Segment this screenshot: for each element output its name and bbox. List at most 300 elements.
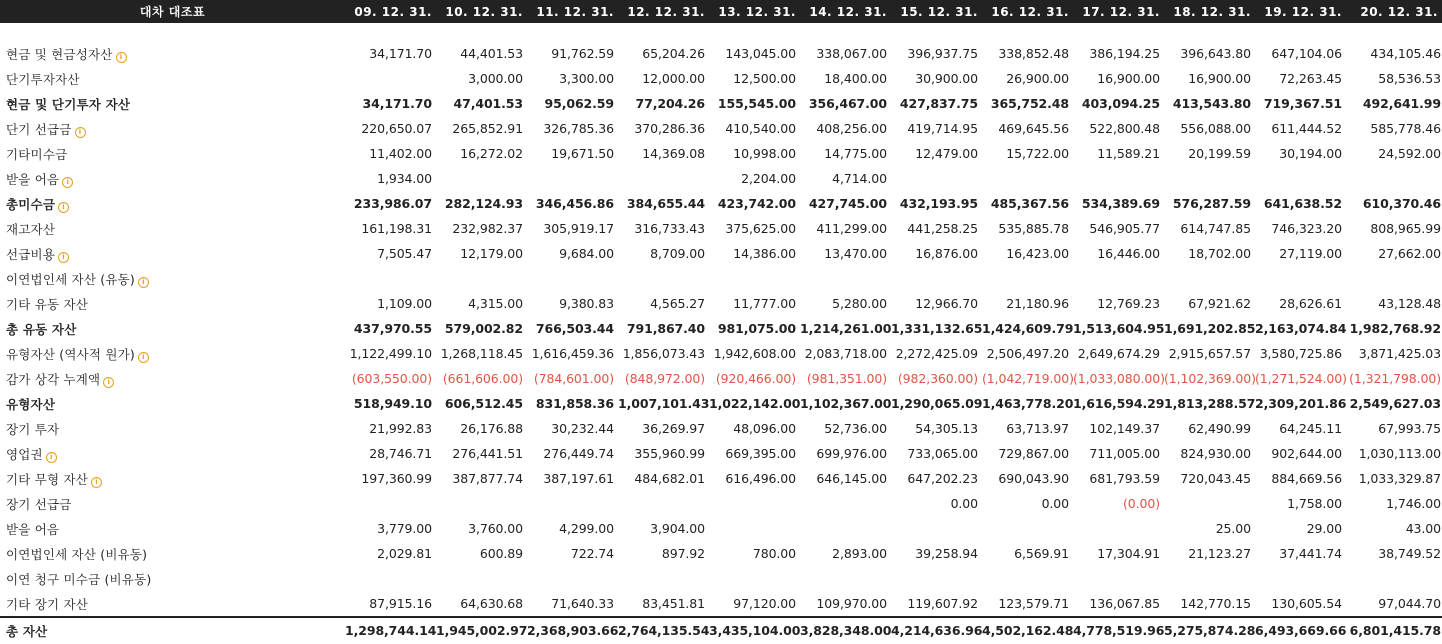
value-cell: 1,813,288.57 [1164,396,1256,411]
year-header: 11. 12. 31. [527,0,618,23]
value-cell [618,491,709,516]
row-label-cell [0,491,345,516]
value-cell: (1,102,369.00) [1164,371,1256,386]
value-cell: 43.00 [1405,521,1441,536]
value-cell: 437,970.55 [353,321,432,336]
row-label-cell [0,166,345,191]
value-cell [709,491,800,516]
year-header: 18. 12. 31. [1164,0,1255,23]
value-cell: 16,876.00 [915,246,978,261]
value-cell: 485,367.56 [990,196,1069,211]
table-row [0,66,1442,91]
value-cell: 338,852.48 [998,46,1069,61]
value-cell [800,266,891,291]
year-header: 14. 12. 31. [800,0,891,23]
table-row [0,316,1442,341]
value-cell: (661,606.00) [442,371,523,386]
value-cell: 143,045.00 [725,46,796,61]
value-cell: 316,733.43 [634,221,705,236]
value-cell [527,266,618,291]
info-icon[interactable]: i [58,202,69,213]
value-cell: 67,921.62 [1188,296,1251,311]
value-cell: 12,769.23 [1097,296,1160,311]
value-cell: 12,179.00 [460,246,523,261]
value-cell: 384,655.44 [626,196,705,211]
row-label-cell [0,41,345,66]
value-cell [1255,266,1346,291]
value-cell: 699,976.00 [816,446,887,461]
value-cell: 63,713.97 [1006,421,1069,436]
value-cell: 18,702.00 [1188,246,1251,261]
info-icon[interactable]: i [75,127,86,138]
value-cell: 14,386.00 [733,246,796,261]
value-cell: (603,550.00) [351,371,432,386]
value-cell: 12,479.00 [915,146,978,161]
row-label: 기타 무형 자산 [6,471,88,487]
value-cell: 365,752.48 [990,96,1069,111]
value-cell: 220,650.07 [361,121,432,136]
value-cell: 30,900.00 [915,71,978,86]
value-cell: 29.00 [1306,521,1342,536]
value-cell: 34,171.70 [362,96,432,111]
value-cell: 30,232.44 [551,421,614,436]
value-cell: 6,801,415.78 [1346,617,1442,643]
value-cell [1164,566,1255,591]
row-label: 현금 및 현금성자산 [6,46,113,62]
table-row [0,166,1442,191]
value-cell: 119,607.92 [907,596,978,611]
table-row [0,416,1442,441]
value-cell: 161,198.31 [361,221,432,236]
value-cell: 1,463,778.20 [982,396,1074,411]
value-cell: 556,088.00 [1180,121,1251,136]
value-cell: 12,500.00 [733,71,796,86]
value-cell: 11,402.00 [369,146,432,161]
value-cell: 522,800.48 [1089,121,1160,136]
value-cell: 3,000.00 [468,71,523,86]
table-row [0,391,1442,416]
value-cell: 1,942,608.00 [713,346,796,361]
value-cell: (1,033,080.00) [1073,371,1165,386]
value-cell: 16,272.02 [460,146,523,161]
row-label-cell [0,341,345,366]
value-cell: 97,120.00 [733,596,796,611]
info-icon[interactable]: i [46,452,57,463]
value-cell [1164,166,1255,191]
value-cell: 233,986.07 [353,196,432,211]
value-cell: 534,389.69 [1081,196,1160,211]
value-cell: 733,065.00 [907,446,978,461]
value-cell [436,266,527,291]
value-cell: 434,105.46 [1370,46,1441,61]
table-row [0,241,1442,266]
value-cell: 884,669.56 [1271,471,1342,486]
value-cell: 1,856,073.43 [622,346,705,361]
value-cell: 3,871,425.03 [1358,346,1441,361]
value-cell: 3,760.00 [468,521,523,536]
value-cell [1073,566,1164,591]
value-cell: (0.00) [1123,496,1160,511]
row-label: 단기투자자산 [6,71,80,87]
value-cell: 4,214,636.96 [891,617,982,643]
value-cell: 197,360.99 [361,471,432,486]
value-cell: 38,749.52 [1378,546,1441,561]
table-row [0,466,1442,491]
info-icon[interactable]: i [116,52,127,63]
year-header: 15. 12. 31. [891,0,982,23]
value-cell: 2,506,497.20 [986,346,1069,361]
value-cell: 1,513,604.95 [1073,321,1165,336]
value-cell: 123,579.71 [998,596,1069,611]
value-cell: 1,616,459.36 [531,346,614,361]
row-label: 이연법인세 자산 (비유동) [6,546,148,562]
table-row [0,191,1442,216]
value-cell: 356,467.00 [808,96,887,111]
value-cell [709,516,800,541]
value-cell: 21,992.83 [369,421,432,436]
value-cell: 824,930.00 [1180,446,1251,461]
value-cell [891,516,982,541]
year-header: 12. 12. 31. [618,0,709,23]
value-cell: 44,401.53 [460,46,523,61]
value-cell [891,166,982,191]
value-cell [436,166,527,191]
value-cell [618,166,709,191]
value-cell [1073,266,1164,291]
value-cell: 410,540.00 [725,121,796,136]
value-cell: 641,638.52 [1263,196,1342,211]
value-cell: 1,033,329.87 [1358,471,1441,486]
value-cell: 1,945,002.97 [436,617,527,643]
value-cell: 4,714.00 [832,171,887,186]
row-label: 총미수금 [6,196,56,212]
value-cell: 65,204.26 [642,46,705,61]
value-cell [982,166,1073,191]
value-cell: 7,505.47 [377,246,432,261]
value-cell: 20,199.59 [1188,146,1251,161]
value-cell: 18,400.00 [824,71,887,86]
value-cell: 387,877.74 [452,471,523,486]
value-cell: 3,435,104.00 [709,617,800,643]
row-label-cell [0,66,345,91]
table-row [0,91,1442,116]
row-label: 유형자산 (역사적 원가) [6,346,135,362]
value-cell: 27,119.00 [1279,246,1342,261]
value-cell: 21,123.27 [1188,546,1251,561]
value-cell: 2,029.81 [377,546,432,561]
value-cell: 897.92 [661,546,705,561]
row-label-cell [0,116,345,141]
value-cell: 232,982.37 [452,221,523,236]
value-cell [527,166,618,191]
value-cell: 831,858.36 [535,396,614,411]
value-cell [800,491,891,516]
value-cell: 91,762.59 [551,46,614,61]
value-cell: 600.89 [479,546,523,561]
value-cell [1164,491,1255,516]
value-cell: 647,202.23 [907,471,978,486]
value-cell: 579,002.82 [444,321,523,336]
value-cell: 1,007,101.43 [618,396,710,411]
row-label: 이연 청구 미수금 (비유동) [6,571,152,587]
spacer-cell [0,23,1442,41]
value-cell [1346,166,1442,191]
value-cell: 386,194.25 [1089,46,1160,61]
row-label: 영업권 [6,446,43,462]
value-cell: 1,331,132.65 [891,321,983,336]
row-label-cell [0,91,345,116]
row-label-cell [0,316,345,341]
value-cell: 1,758.00 [1287,496,1342,511]
value-cell [1255,166,1346,191]
value-cell: 408,256.00 [816,121,887,136]
table-row [0,216,1442,241]
value-cell: 24,592.00 [1378,146,1441,161]
value-cell: 720,043.45 [1180,471,1251,486]
value-cell: 2,368,903.66 [527,617,618,643]
value-cell [1255,566,1346,591]
value-cell: 130,605.54 [1271,596,1342,611]
value-cell: 1,982,768.92 [1349,321,1441,336]
value-cell: 3,300.00 [559,71,614,86]
value-cell: 432,193.95 [899,196,978,211]
value-cell: 1,022,142.00 [709,396,801,411]
value-cell: 17,304.91 [1097,546,1160,561]
value-cell: 387,197.61 [543,471,614,486]
value-cell: 43,128.48 [1378,296,1441,311]
value-cell [345,266,436,291]
value-cell: 4,299.00 [559,521,614,536]
value-cell: 413,543.80 [1172,96,1251,111]
info-icon[interactable]: i [58,252,69,263]
value-cell: 5,280.00 [832,296,887,311]
value-cell: 0.00 [1041,496,1069,511]
value-cell: (784,601.00) [533,371,614,386]
value-cell: 16,900.00 [1188,71,1251,86]
value-cell: 12,000.00 [642,71,705,86]
value-cell: (981,351.00) [806,371,887,386]
value-cell: 4,778,519.96 [1073,617,1164,643]
value-cell: 647,104.06 [1271,46,1342,61]
table-row [0,441,1442,466]
info-icon[interactable]: i [62,177,73,188]
year-header: 19. 12. 31. [1255,0,1346,23]
row-label-cell [0,191,345,216]
value-cell: 1,746.00 [1386,496,1441,511]
value-cell: 282,124.93 [444,196,523,211]
value-cell: 11,589.21 [1097,146,1160,161]
table-row [0,116,1442,141]
row-label-cell [0,391,345,416]
value-cell: 109,970.00 [816,596,887,611]
value-cell [527,491,618,516]
value-cell: 21,180.96 [1006,296,1069,311]
row-label: 장기 선급금 [6,496,72,512]
year-header: 13. 12. 31. [709,0,800,23]
row-label-cell [0,216,345,241]
value-cell: 1,298,744.14 [345,617,436,643]
value-cell: 6,493,669.66 [1255,617,1346,643]
value-cell [1073,516,1164,541]
value-cell: 3,828,348.00 [800,617,891,643]
value-cell: 610,370.46 [1362,196,1441,211]
value-cell: 5,275,874.28 [1164,617,1255,643]
info-icon[interactable]: i [138,352,149,363]
value-cell: 34,171.70 [369,46,432,61]
value-cell: 27,662.00 [1378,246,1441,261]
table-row [0,366,1442,391]
value-cell: 39,258.94 [915,546,978,561]
value-cell: 808,965.99 [1370,221,1441,236]
table-row [0,541,1442,566]
value-cell: 1,109.00 [377,296,432,311]
value-cell: 64,245.11 [1279,421,1342,436]
value-cell: 13,470.00 [824,246,887,261]
info-icon[interactable]: i [91,477,102,488]
value-cell: 62,490.99 [1188,421,1251,436]
year-header: 09. 12. 31. [345,0,436,23]
value-cell: 87,915.16 [369,596,432,611]
value-cell: (1,042,719.00) [982,371,1074,386]
value-cell: 3,779.00 [377,521,432,536]
row-label: 받을 어음 [6,521,60,537]
value-cell: 1,122,499.10 [349,346,432,361]
value-cell [800,516,891,541]
value-cell: 28,746.71 [369,446,432,461]
value-cell: 4,315.00 [468,296,523,311]
row-label: 총 자산 [6,623,48,639]
value-cell: 375,625.00 [725,221,796,236]
value-cell [618,566,709,591]
value-cell: 25.00 [1215,521,1251,536]
value-cell: 2,272,425.09 [895,346,978,361]
row-label-cell [0,516,345,541]
value-cell: 3,580,725.86 [1259,346,1342,361]
row-label-cell [0,141,345,166]
row-label: 감가 상각 누계액 [6,371,101,387]
value-cell [1164,266,1255,291]
value-cell: 71,640.33 [551,596,614,611]
value-cell: 26,176.88 [460,421,523,436]
value-cell: 97,044.70 [1378,596,1441,611]
value-cell: 1,030,113.00 [1358,446,1441,461]
table-header [0,0,1442,23]
value-cell: 37,441.74 [1279,546,1342,561]
value-cell [1346,566,1442,591]
value-cell: 1,691,202.85 [1164,321,1256,336]
row-label: 받을 어음 [6,171,60,187]
value-cell: 2,163,074.84 [1255,321,1347,336]
value-cell: 15,722.00 [1006,146,1069,161]
value-cell [527,566,618,591]
table-row [0,341,1442,366]
value-cell: 614,747.85 [1180,221,1251,236]
value-cell: 64,630.68 [460,596,523,611]
value-cell: (982,360.00) [897,371,978,386]
value-cell: 276,441.51 [452,446,523,461]
value-cell: 9,380.83 [559,296,614,311]
value-cell [345,491,436,516]
value-cell: 791,867.40 [626,321,705,336]
value-cell: 16,423.00 [1006,246,1069,261]
value-cell: 719,367.51 [1263,96,1342,111]
value-cell [345,66,436,91]
value-cell [1073,166,1164,191]
value-cell: 3,904.00 [650,521,705,536]
value-cell: 729,867.00 [998,446,1069,461]
table-row [0,591,1442,617]
value-cell [891,266,982,291]
row-label-cell [0,441,345,466]
table-row [0,41,1442,66]
table-row [0,491,1442,516]
value-cell: 14,775.00 [824,146,887,161]
row-label: 단기 선급금 [6,121,72,137]
value-cell: 30,194.00 [1279,146,1342,161]
value-cell: 355,960.99 [634,446,705,461]
info-icon[interactable]: i [138,277,149,288]
row-label: 재고자산 [6,221,56,237]
value-cell: 12,966.70 [915,296,978,311]
value-cell: (848,972.00) [624,371,705,386]
table-row [0,291,1442,316]
value-cell: 981,075.00 [717,321,796,336]
value-cell: (1,271,524.00) [1255,371,1347,386]
value-cell: 155,545.00 [717,96,796,111]
value-cell: 616,496.00 [725,471,796,486]
value-cell [982,566,1073,591]
value-cell: 469,645.56 [998,121,1069,136]
value-cell: 265,852.91 [452,121,523,136]
value-cell: 780.00 [752,546,796,561]
value-cell: 6,569.91 [1014,546,1069,561]
value-cell [982,516,1073,541]
value-cell: 8,709.00 [650,246,705,261]
value-cell: 1,424,609.79 [982,321,1074,336]
value-cell: 83,451.81 [642,596,705,611]
row-label-cell [0,266,345,291]
value-cell: 611,444.52 [1271,121,1342,136]
value-cell: 9,684.00 [559,246,614,261]
value-cell [436,491,527,516]
table-row [0,566,1442,591]
value-cell: 36,269.97 [642,421,705,436]
value-cell: 10,998.00 [733,146,796,161]
value-cell: 396,643.80 [1180,46,1251,61]
value-cell: 546,905.77 [1089,221,1160,236]
table-row [0,141,1442,166]
value-cell: 606,512.45 [444,396,523,411]
row-label-cell [0,566,345,591]
row-label: 현금 및 단기투자 자산 [6,96,131,112]
value-cell: 26,900.00 [1006,71,1069,86]
row-label-cell [0,416,345,441]
value-cell: 1,934.00 [377,171,432,186]
value-cell: 423,742.00 [717,196,796,211]
value-cell: 535,885.78 [998,221,1069,236]
value-cell: 2,309,201.86 [1255,396,1347,411]
value-cell: 14,369.08 [642,146,705,161]
value-cell [709,566,800,591]
row-label-cell [0,466,345,491]
value-cell: 58,536.53 [1378,71,1441,86]
value-cell: 52,736.00 [824,421,887,436]
year-header: 16. 12. 31. [982,0,1073,23]
table-title: 대차 대조표 [0,0,345,23]
value-cell: 585,778.46 [1370,121,1441,136]
value-cell: 19,671.50 [551,146,614,161]
info-icon[interactable]: i [103,377,114,388]
